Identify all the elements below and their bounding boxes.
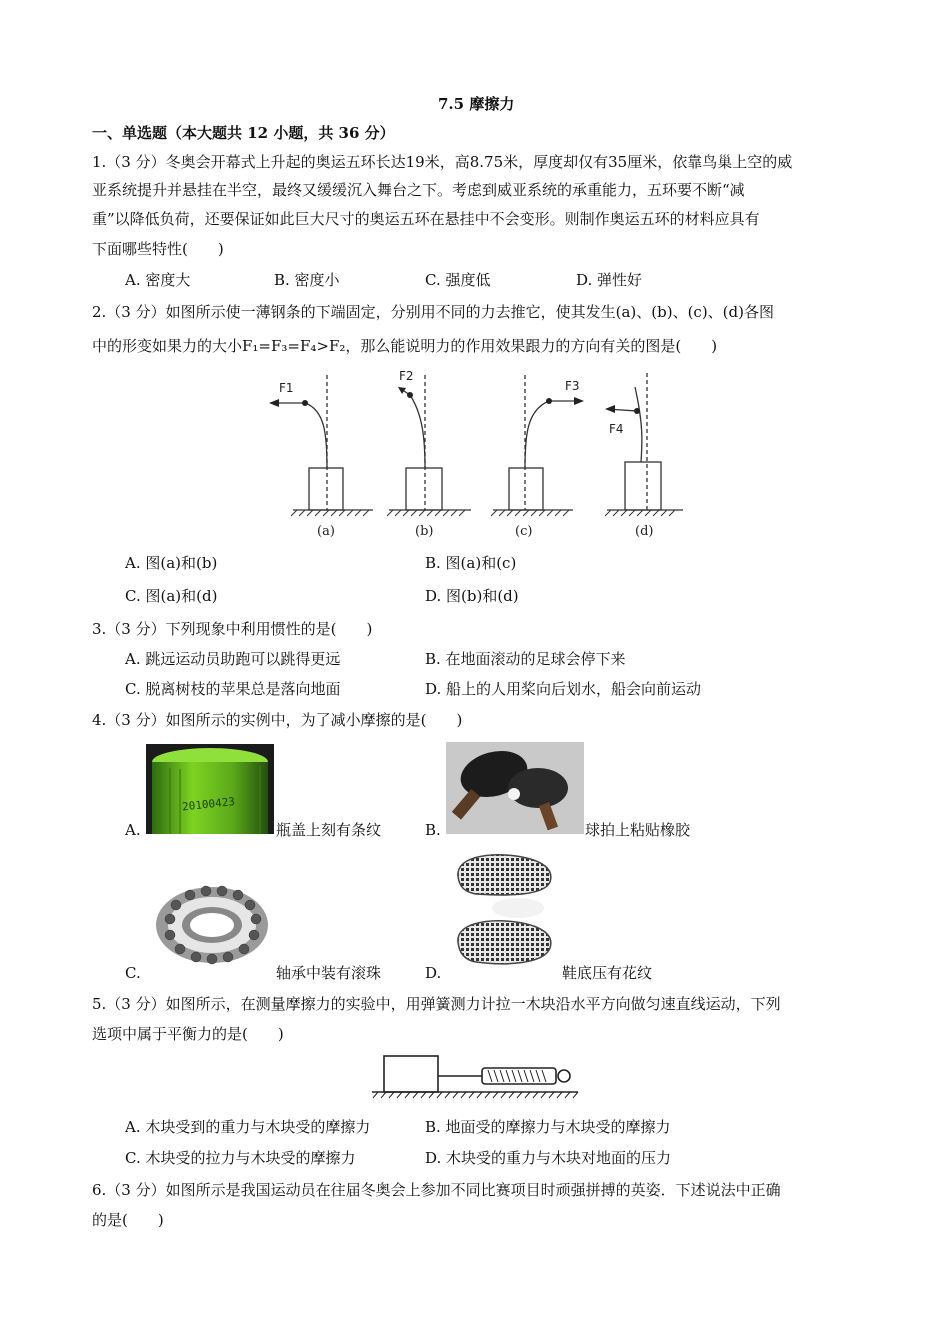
q2-line1: 2.（3 分）如图所示使一薄钢条的下端固定，分别用不同的力去推它，使其发生(a)、(b)、(c)、(d)各图 xyxy=(92,303,774,321)
q4-option-d-letter[interactable]: D. xyxy=(425,964,442,982)
page-title: 7.5 摩擦力 xyxy=(438,95,515,113)
fig-caption-c: (c) xyxy=(515,524,533,539)
bearing-image xyxy=(146,879,274,977)
q4-option-a-letter[interactable]: A. xyxy=(125,821,141,839)
q3-option-c[interactable]: C. 脱离树枝的苹果总是落向地面 xyxy=(125,680,341,698)
fig-caption-d: (d) xyxy=(635,524,654,539)
fig-a-block xyxy=(309,468,343,510)
q1-line4: 下面哪些特性( ) xyxy=(92,240,224,258)
q6-line1: 6.（3 分）如图所示是我国运动员在往届冬奥会上参加不同比赛项目时顽强拼搏的英姿．下述说法中正确 xyxy=(92,1181,781,1199)
q5-option-c[interactable]: C. 木块受的拉力与木块受的摩擦力 xyxy=(125,1149,356,1167)
q5-option-b[interactable]: B. 地面受的摩擦力与木块受的摩擦力 xyxy=(425,1118,671,1136)
q2-option-b[interactable]: B. 图(a)和(c) xyxy=(425,554,517,572)
fig-b-block xyxy=(406,468,442,510)
spring-scale-body xyxy=(482,1068,556,1084)
fig-c-strip xyxy=(525,401,549,468)
q5-line1: 5.（3 分）如图所示，在测量摩擦力的实验中，用弹簧测力计拉一木块沿水平方向做匀速直线运动，下列 xyxy=(92,995,781,1013)
fig-force-label-f4: F4 xyxy=(609,422,624,436)
fig-caption-b: (b) xyxy=(415,524,434,539)
fig-force-label-f2: F2 xyxy=(399,369,414,383)
q5-line2: 选项中属于平衡力的是( ) xyxy=(92,1025,284,1043)
q4-option-d-text[interactable]: 鞋底压有花纹 xyxy=(562,964,653,982)
section-heading: 一、单选题（本大题共 12 小题，共 36 分） xyxy=(92,124,395,142)
q1-option-a[interactable]: A. 密度大 xyxy=(125,271,191,289)
q1-line2: 亚系统提升并悬挂在半空，最终又缓缓沉入舞台之下。考虑到威亚系统的承重能力，五环要不断“减 xyxy=(92,181,745,199)
q2-option-c[interactable]: C. 图(a)和(d) xyxy=(125,587,218,605)
fig-c-block xyxy=(509,468,543,510)
fig-d-block xyxy=(625,462,661,510)
q3-option-b[interactable]: B. 在地面滚动的足球会停下来 xyxy=(425,650,626,668)
steel-strip-figure xyxy=(279,365,685,543)
q4-option-c-text[interactable]: 轴承中装有滚珠 xyxy=(276,964,382,982)
q1-option-d[interactable]: D. 弹性好 xyxy=(576,271,643,289)
q4-option-b-text[interactable]: 球拍上粘贴橡胶 xyxy=(585,821,691,839)
q1-line3: 重”以降低负荷，还要保证如此巨大尺寸的奥运五环在悬挂中不会变形。则制作奥运五环的材料应具有 xyxy=(92,210,760,228)
shoe-sole-image xyxy=(446,848,558,980)
q4-line1: 4.（3 分）如图所示的实例中，为了减小摩擦的是( ) xyxy=(92,711,463,729)
q1-option-b[interactable]: B. 密度小 xyxy=(274,271,340,289)
fig-force-label-f1: F1 xyxy=(279,381,294,395)
q2-option-d[interactable]: D. 图(b)和(d) xyxy=(425,587,519,605)
q3-option-d[interactable]: D. 船上的人用桨向后划水，船会向前运动 xyxy=(425,680,702,698)
fig-b-strip xyxy=(410,395,425,468)
q3-option-a[interactable]: A. 跳远运动员助跑可以跳得更远 xyxy=(125,650,341,668)
racket-image xyxy=(446,742,584,834)
q2-line2: 中的形变如果力的大小F₁=F₃=F₄>F₂，那么能说明力的作用效果跟力的方向有关的图是( ) xyxy=(92,337,718,355)
wooden-block xyxy=(384,1056,438,1092)
fig-a-strip xyxy=(305,403,327,468)
q4-option-a-text[interactable]: 瓶盖上刻有条纹 xyxy=(276,821,382,839)
q6-line2: 的是( ) xyxy=(92,1211,164,1229)
q1-option-c[interactable]: C. 强度低 xyxy=(425,271,491,289)
q4-option-b-letter[interactable]: B. xyxy=(425,821,441,839)
spring-scale-ring xyxy=(558,1070,570,1082)
q5-option-a[interactable]: A. 木块受到的重力与木块受的摩擦力 xyxy=(125,1118,371,1136)
q1-line1: 1.（3 分）冬奥会开幕式上升起的奥运五环长达19米，高8.75米，厚度却仅有35厘米，依靠鸟巢上空的威 xyxy=(92,153,793,171)
fig-d-strip xyxy=(635,387,642,462)
bottle-cap-date-text: 20100423 xyxy=(181,795,236,814)
fig-caption-a: (a) xyxy=(317,524,335,539)
q2-option-a[interactable]: A. 图(a)和(b) xyxy=(125,554,218,572)
fig-force-label-f3: F3 xyxy=(565,379,580,393)
spring-scale-figure xyxy=(372,1048,578,1104)
q4-option-c-letter[interactable]: C. xyxy=(125,964,141,982)
q5-option-d[interactable]: D. 木块受的重力与木块对地面的压力 xyxy=(425,1149,672,1167)
q3-line1: 3.（3 分）下列现象中利用惯性的是( ) xyxy=(92,620,373,638)
bottle-cap-image xyxy=(146,744,274,834)
